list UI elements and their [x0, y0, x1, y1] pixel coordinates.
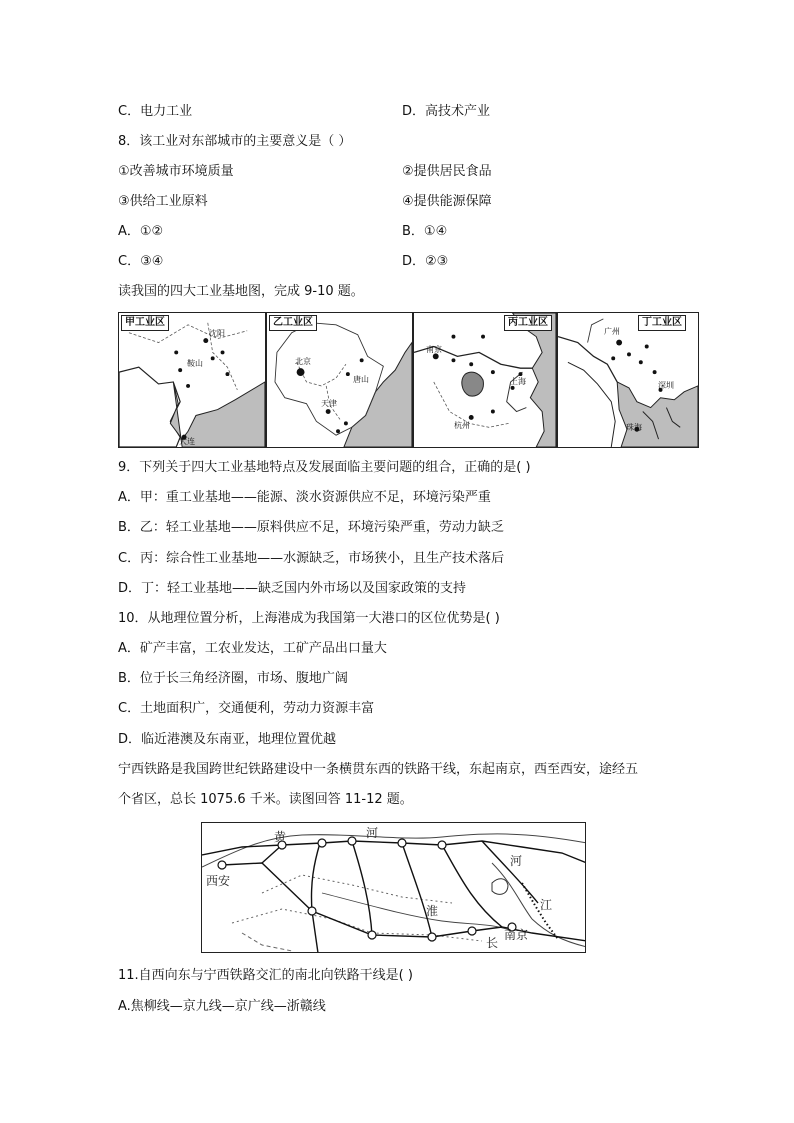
rail-label-xian: 西安	[206, 874, 231, 888]
industrial-map-jia	[118, 312, 266, 448]
industrial-map-yi	[266, 312, 413, 448]
map-yi-title: 乙工业区	[269, 315, 317, 331]
map-yi-city-beijing: 北京	[295, 357, 311, 366]
q9-option-c: C．丙：综合性工业基地——水源缺乏，市场狭小，且生产技术落后	[118, 551, 505, 566]
q7-option-c: C．电力工业	[118, 104, 193, 119]
map-bing-city-hangzhou: 杭州	[454, 421, 470, 430]
map-ding-city-shenzhen: 深圳	[658, 381, 674, 390]
q9-option-b: B．乙：轻工业基地——原料供应不足，环境污染严重，劳动力缺乏	[118, 520, 504, 535]
map-jia-graphic	[119, 313, 265, 447]
rail-label-nanjing: 南京	[504, 928, 529, 942]
rail-label-he-1: 河	[366, 826, 379, 840]
intro-11-12-line2: 个省区，总长 1075.6 千米。读图回答 11-12 题。	[118, 792, 413, 807]
q8-item-1: ①改善城市环境质量	[118, 164, 234, 179]
map-bing-city-nanjing: 南京	[426, 345, 442, 354]
q8-option-c: C．③④	[118, 254, 164, 269]
q8-item-2: ②提供居民食品	[402, 164, 492, 179]
q9-option-a: A．甲：重工业基地——能源、淡水资源供应不足，环境污染严重	[118, 490, 491, 505]
intro-9-10: 读我国的四大工业基地图，完成 9-10 题。	[118, 284, 364, 299]
q8-option-b: B．①④	[402, 224, 448, 239]
q10-option-d: D．临近港澳及东南亚，地理位置优越	[118, 732, 337, 747]
map-bing-city-shanghai: 上海	[510, 377, 526, 386]
q8-item-3: ③供给工业原料	[118, 194, 208, 209]
rail-label-huang: 黄	[274, 830, 287, 844]
q11-option-a: A.焦柳线—京九线—京广线—浙赣线	[118, 999, 326, 1014]
map-bing-graphic	[414, 313, 556, 447]
map-yi-graphic	[267, 313, 412, 447]
q9-option-d: D．丁：轻工业基地——缺乏国内外市场以及国家政策的支持	[118, 581, 467, 596]
map-ding-city-guangzhou: 广州	[604, 327, 620, 336]
q7-option-d: D．高技术产业	[402, 104, 491, 119]
q8-stem: 8．该工业对东部城市的主要意义是（ ）	[118, 134, 352, 149]
industrial-map-ding	[557, 312, 699, 448]
rail-label-jiang: 江	[540, 898, 553, 912]
railway-map-graphic	[202, 823, 586, 953]
q10-stem: 10．从地理位置分析，上海港成为我国第一大港口的区位优势是( )	[118, 611, 500, 626]
ningxi-railway-map	[201, 822, 586, 953]
q11-stem: 11.自西向东与宁西铁路交汇的南北向铁路干线是( )	[118, 968, 413, 983]
map-jia-city-shenyang: 沈阳	[209, 329, 225, 338]
map-yi-city-tianjin: 天津	[321, 399, 337, 408]
map-jia-title: 甲工业区	[121, 315, 169, 331]
intro-11-12-line1: 宁西铁路是我国跨世纪铁路建设中一条横贯东西的铁路干线，东起南京，西至西安，途经五	[118, 762, 639, 777]
industrial-map-bing	[413, 312, 557, 448]
q9-stem: 9．下列关于四大工业基地特点及发展面临主要问题的组合，正确的是( )	[118, 460, 531, 475]
q10-option-b: B．位于长三角经济圈，市场、腹地广阔	[118, 671, 348, 686]
q10-option-c: C．土地面积广，交通便利，劳动力资源丰富	[118, 701, 375, 716]
q8-option-a: A．①②	[118, 224, 164, 239]
map-bing-title: 丙工业区	[504, 315, 552, 331]
map-jia-city-dalian: 大连	[179, 437, 195, 446]
map-ding-city-zhuhai: 珠海	[626, 423, 642, 432]
rail-label-he-2: 河	[510, 854, 523, 868]
map-jia-city-anshan: 鞍山	[187, 359, 203, 368]
rail-label-chang: 长	[486, 936, 499, 950]
q10-option-a: A．矿产丰富，工农业发达，工矿产品出口量大	[118, 641, 387, 656]
rail-label-huai: 淮	[426, 904, 439, 918]
map-yi-city-tangshan: 唐山	[353, 375, 369, 384]
map-ding-title: 丁工业区	[638, 315, 686, 331]
q8-item-4: ④提供能源保障	[402, 194, 492, 209]
q8-option-d: D．②③	[402, 254, 449, 269]
